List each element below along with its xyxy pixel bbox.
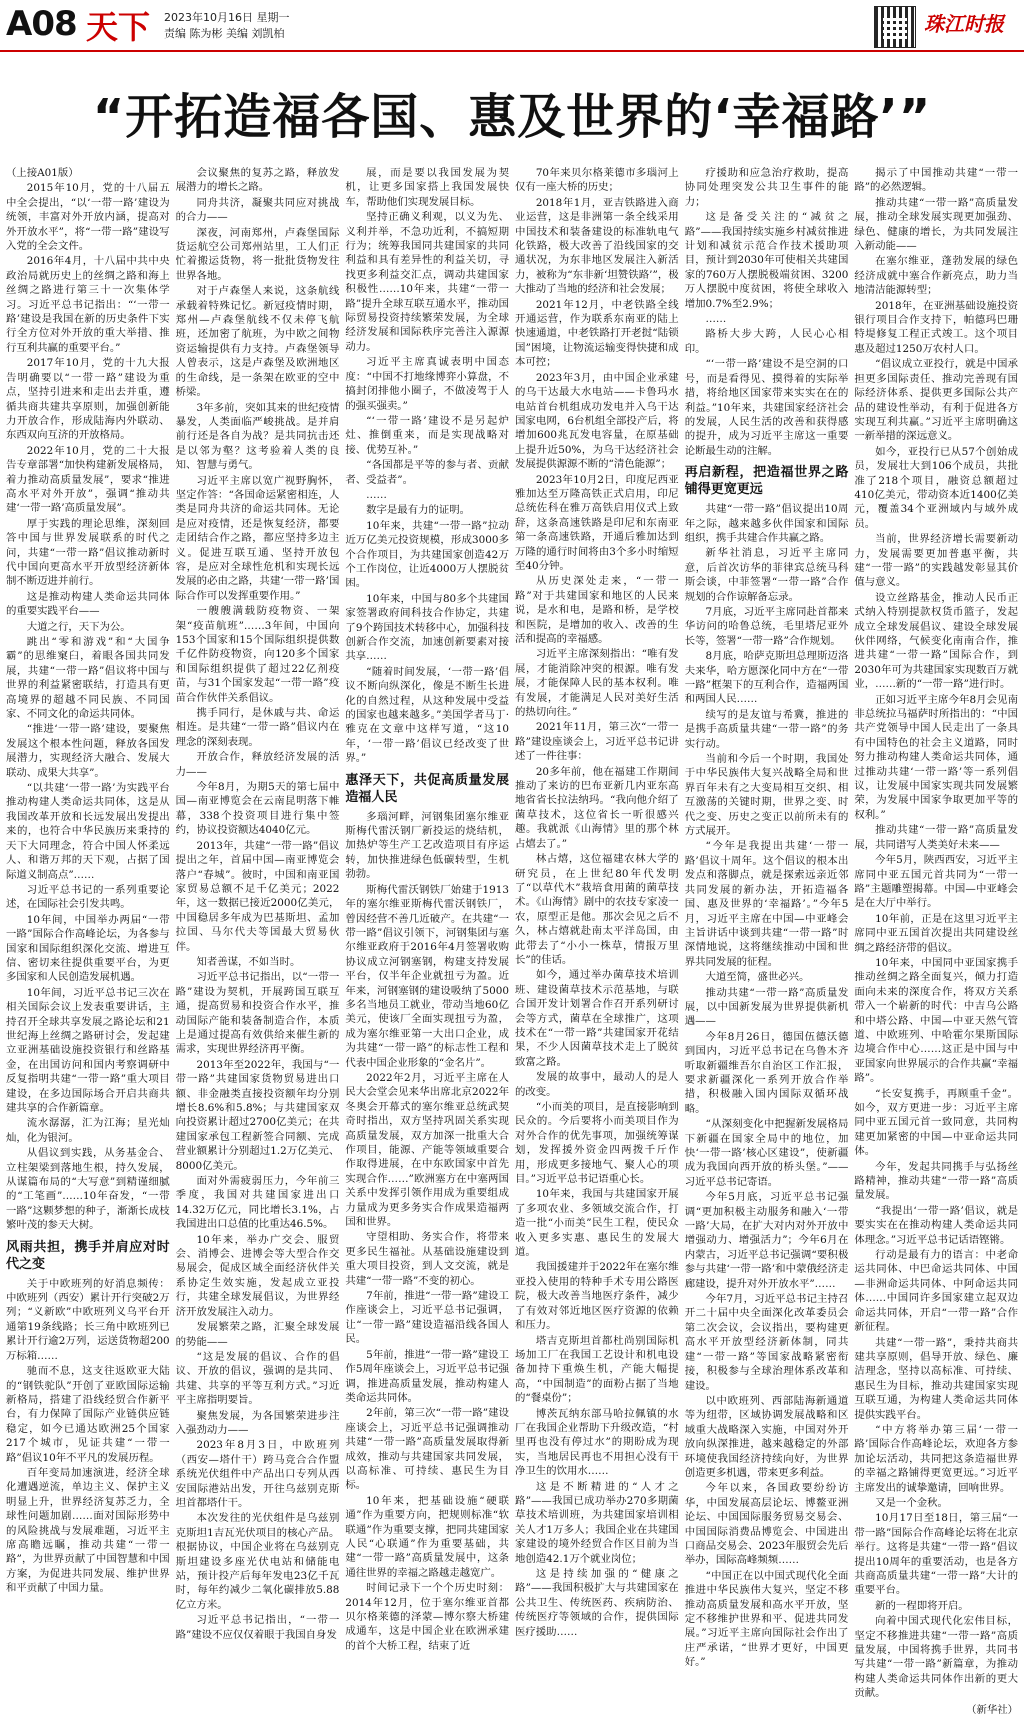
paragraph: 2023年3月，由中国企业承建的乌干达最大水电站——卡鲁玛水电站首台机组成功发电并入乌干达国家电网，6台机组全部投产后，将增加600兆瓦发电容量，在原基础上提升近50%，为乌干达经济社会发展提供源源不断的“清色能源”； xyxy=(515,371,679,471)
paragraph: 本次发往的光伏组件是乌兹别克斯坦1吉瓦光伏项目的核心产品。根据协议，中国企业将在乌兹别克斯坦建设多座光伏电站和储能电站，预计投产后每年发电23亿千瓦时，每年约减少二氧化碳排放5.88亿立方米。 xyxy=(175,1512,340,1611)
paragraph: “中国正在以中国式现代化全面推进中华民族伟大复兴，坚定不移推动高质量发展和高水平开放，坚定不移维护世界和平、促进共同发展。”习近平主席向国际社会作出了庄严承诺，“世界才更好，中国更好。” xyxy=(684,1569,849,1669)
paragraph: “今年是我提出共建‘一带一路’倡议十周年。这个倡议的根本出发点和落脚点，就是探索远亲近邻共同发展的新办法，开拓造福各国、惠及世界的‘幸福路’。”今年5月，习近平主席在中国—中亚峰会主旨讲话中谈到共建“一带一路”时深情地说，这将继续推动中国和世界共同发展的征程。 xyxy=(684,840,849,968)
subheading: 再启新程，把造福世界之路铺得更宽更远 xyxy=(684,465,849,498)
paragraph: 如今，亚投行已从57个创始成员，发展壮大到106个成员，共批准了218个项目，融资总额超过410亿美元，带动资本近1400亿美元，覆盖34个亚洲域内与域外成员。 xyxy=(854,445,1019,530)
paragraph: 守望相助、务实合作，将带来更多民生福祉。从基础设施建设到重大项目投资，到人文交流，就是共建“一带一路”不变的初心。 xyxy=(345,1231,510,1287)
paragraph: 10年来，共建“一带一路”拉动近万亿美元投资规模，形成3000多个合作项目，为共建国家创造42万个工作岗位，让近4000万人摆脱贫困。 xyxy=(345,519,510,590)
paragraph: 博茨瓦纳东部马哈拉佩镇的水厂在我国企业帮助下升级改造，“村里再也没有停过水”的期盼成为现实，当地居民再也不用担心没有干净卫生的饮用水…… xyxy=(515,1407,679,1478)
paragraph: 塔吉克斯坦首都杜尚别国际机场加工厂在我国工艺设计和机电设备加持下重焕生机，产能大幅提高，“中国制造”的面粉占据了当地的“餐桌份”； xyxy=(515,1334,679,1405)
article-column xyxy=(176,166,340,1674)
paragraph: 多瑙河畔，河钢集团塞尔维亚斯梅代雷沃钢厂新投运的烧结机，加热炉等生产工艺改造项目有序运转，加快推进绿色低碳转型，生机勃勃。 xyxy=(345,810,510,881)
paragraph: 我国援建并于2022年在塞尔维亚投入使用的特种手术专用公路医院，极大改善当地医疗条件，减少了有效对邻近地区医疗资源的依赖和压力。 xyxy=(515,1261,679,1332)
editor-credits: 责编 陈为彬 美编 刘凯柏 xyxy=(164,27,285,40)
paragraph: “中方将举办第三届‘一带一路’国际合作高峰论坛，欢迎各方参加论坛活动，共同把这条造福世界的幸福之路铺得更宽更远。”习近平主席发出的诚挚邀请，回响世界。 xyxy=(854,1423,1019,1494)
paragraph: 2023年10月2日，印度尼西亚雅加达至万隆高铁正式启用，印尼总统佐科在雅万高铁启用仪式上致辞，这条高速铁路是印尼和东南亚第一条高速铁路，开通后雅加达到万隆的通行时间将由3个多小时缩短至40分钟。 xyxy=(515,473,679,572)
paragraph: 这是备受关注的“减贫之路”——我国持续实施乡村减贫推进计划和减贫示范合作技术援助项目，预计到2030年可使相关共建国家的760万人摆脱极端贫困、3200万人摆脱中度贫困，将使全球收入增加0.7%至2.9%； xyxy=(684,211,849,310)
paragraph: 携手同行，是休戚与共、命运相连。是共建“一带一路”倡议内在理念的深刻表现。 xyxy=(175,707,340,748)
article-column xyxy=(685,166,849,1674)
paragraph: 流水潺潺，汇为江海；星光灿灿，化为银河。 xyxy=(6,1117,170,1144)
paragraph: 斯梅代雷沃钢铁厂始建于1913年的塞尔维亚斯梅代雷沃钢铁厂，曾因经营不善几近破产。在共建“一带一路”倡议引领下，河钢集团与塞尔维亚政府于2016年4月签署收购协议成立河钢塞钢，构建支持发展平台，仅半年企业就扭亏为盈。近年来，河钢塞钢的建设吸纳了5000多名当地员工就业，带动当地60亿美元，使该厂全面实现扭亏为盈，成为塞尔维亚第一大出口企业，成为共建“一带一路”的标志性工程和代表中国企业形象的“金名片”。 xyxy=(345,883,510,1069)
article-column xyxy=(515,166,679,1674)
article-body xyxy=(6,166,1019,1716)
paragraph: （上接A01版） xyxy=(6,167,79,179)
paragraph: 推动共建“一带一路”高质量发展，以中国新发展为世界提供新机遇—— xyxy=(684,986,849,1028)
paragraph: 今年5月，陕西西安，习近平主席同中亚五国元首共同为“一带一路”主题雕塑揭幕。中国—中亚峰会是在大厅中举行。 xyxy=(854,854,1019,910)
paragraph: 习近平主席以宽广视野胸怀，坚定作答：“各国命运紧密相连，人类是同舟共济的命运共同体。无论是应对疫情，还是恢复经济，都要走团结合作之路，都应坚持多边主义。促进互联互通、坚持开放包容，是应对全球性危机和实现长远发展的必由之路，共建‘一带一路’国际合作可以发挥重要作用。” xyxy=(175,474,340,602)
qr-code-icon xyxy=(874,6,916,48)
newspaper-logo: 珠江时报 xyxy=(924,12,1004,36)
paragraph: 厚于实践的理论思维，深刻回答中国与世界发展联系的时代之问，共建“一带一路”倡议推动新时代中国向更高水平开放型经济新体制不断迈进并前行。 xyxy=(6,517,170,588)
section-title: 天下 xyxy=(86,8,151,46)
paragraph: 今年7月，习近平总书记主持召开二十届中央全面深化改革委员会第二次会议，会议指出，要构建更高水平开放型经济新体制，同共建“一带一路”等国家战略紧密衔接，积极参与全球治理体系改革和建设。 xyxy=(684,1293,849,1392)
paragraph: 展，而是要以我国发展为契机，让更多国家搭上我国发展快车，帮助他们实现发展目标。 xyxy=(345,167,510,208)
paragraph: 聚焦发展，为各国繁荣进步注入强劲动力—— xyxy=(175,1409,340,1436)
source-credit: （新华社） xyxy=(966,1703,1019,1716)
paragraph: 10月17日至18日，第三届“一带一路”国际合作高峰论坛将在北京举行。这将是共建“一带一路”倡议提出10周年的重要活动，也是各方共商高质量共建“一带一路”大计的重要平台。 xyxy=(854,1512,1019,1597)
paragraph: “这是发展的倡议、合作的倡议、开放的倡议，强调的是共同、共建、共享的平等互利方式。”习近平主席指明要旨。 xyxy=(175,1350,340,1407)
paragraph: “随着时间发展，‘一带一路’倡议不断向纵深化，像是不断生长进化的自然过程，从这种发展中受益的国家也越来越多。”美国学者马丁·雅克在文章中这样写道，“这10年，‘一带一路’倡议已经改变了世界。” xyxy=(345,665,510,765)
paragraph: 7年前，推进“一带一路”建设工作座谈会上，习近平总书记强调，让“一带一路”建设造福沿线各国人民。 xyxy=(345,1290,510,1346)
paragraph: 这是推动构建人类命运共同体的重要实践平台—— xyxy=(6,590,170,618)
paragraph: “各国都是平等的参与者、贡献者、受益者”。 xyxy=(345,459,510,486)
paragraph: “‘一带一路’建设不是另起炉灶、推倒重来，而是实现战略对接、优势互补。” xyxy=(345,414,510,456)
paragraph: 同舟共济，凝聚共同应对挑战的合力—— xyxy=(175,196,340,224)
paragraph: 10年来，举办广交会、服贸会、消博会、进博会等大型合作交易展会，促成区域全面经济伙伴关系协定生效实施，发起成立亚投行，共建全球发展倡议，为世界经济开放发展注入动力。 xyxy=(175,1233,340,1318)
paragraph: 坚持正确义利观，以义为先、义利并举，不急功近利，不搞短期行为；统筹我国同共建国家的共同利益和具有差异性的利益关切，寻找更多利益交汇点，调动共建国家积极性……10年来，共建“一带一路”提升全球互联互通水平，推动国际贸易投资持续繁荣发展，为全球经济发展和国际秩序完善注入源源动力。 xyxy=(345,211,510,353)
paragraph: 会议聚焦的复苏之路，释放发展潜力的增长之路。 xyxy=(175,167,340,194)
paragraph: 2016年4月，十八届中共中央政治局就历史上的丝绸之路和海上丝绸之路进行第三十一次集体学习。习近平总书记指出：“‘一带一路’建设是我国在新的历史条件下实行全方位对外开放的重大举措、推行互利共赢的重要平台。” xyxy=(6,255,170,354)
paragraph: 百年变局加速演进，经济全球化遭遇逆流，单边主义、保护主义明显上升，世界经济复苏乏力，全球性问题加剧……面对国际形势中的风险挑战与发展难题，习近平主席高瞻远瞩，推动共建“一带一路”，为世界贡献了中国智慧和中国方案，为促进共同发展、维护世界和平贡献了中国力量。 xyxy=(6,1466,170,1595)
paragraph: 2023年8月3日，中欧班列（西安—塔什干）跨马竞合合作盟系统光伏组件中产品出口专列从西安国际港站出发，开往乌兹别克斯坦首都塔什干。 xyxy=(175,1439,340,1509)
paragraph: 70年来贝尔格莱德市多瑙河上仅有一座大桥的历史； xyxy=(515,167,679,194)
article-column xyxy=(854,166,1019,1716)
paragraph: 10年前，正是在这里习近平主席同中亚五国首次提出共同建设丝绸之路经济带的倡议。 xyxy=(854,912,1019,954)
paragraph: 今年8月26日，德国伍德沃德到国内，习近平总书记在乌鲁木齐听取新疆维吾尔自治区工作汇报，要求新疆深化一系列开放合作举措，积极融入国内国际双循环战略。 xyxy=(684,1030,849,1115)
paragraph: 新的一程即将开启。 xyxy=(875,1599,969,1612)
paragraph: 2013年至2022年，我国与“一带一路”共建国家货物贸易进出口额、非金融类直接投资额年均分别增长8.6%和5.8%；与共建国家双向投资累计超过2700亿美元；在共建国家承包工程新签合同额、完成营业额累计分别超过1.2万亿美元、8000亿美元。 xyxy=(175,1058,340,1172)
paragraph: 7月底，习近平主席同赴首都来华访问的哈鲁总统，毛里塔尼亚外长等，签署“一带一路”合作规划。 xyxy=(684,605,849,647)
paragraph: 10年来，中国与80多个共建国家签署政府间科技合作协定，共建了9个跨国技术转移中心，加强科技创新合作交流，加速创新要素对接共享…… xyxy=(345,592,510,663)
paragraph: 2年前，第三次“一带一路”建设座谈会上，习近平总书记强调推动共建“一带一路”高质量发展取得新成效，推动与共建国家共同发展，以高标准、可持续、惠民生为目标。 xyxy=(345,1407,510,1492)
paragraph: 跳出“零和游戏”和“大国争霸”的思维窠臼，着眼各国共同发展，共建“一带一路”倡议将中国与世界的利益紧密联结，打造具有更高境界的超越不同民族、不同国家、不同文化的命运共同体。 xyxy=(6,636,170,721)
paragraph: 10年来，我国与共建国家开展了多项农业、多领域交流合作，打造一批“小而美”民生工程，使民众收入更多实惠、惠民生的发展大道。 xyxy=(515,1188,679,1259)
paragraph: 发展繁荣之路，汇聚全球发展的势能—— xyxy=(175,1321,340,1348)
subheading: 风雨共担，携手并肩应对时代之变 xyxy=(6,1239,170,1272)
paragraph: 今年以来，各国政要纷纷访华，中国发展高层论坛、博鳌亚洲论坛、中国国际服务贸易交易会、中国国际消费品博览会、中国进出口商品交易会、2023年服贸会先后举办，国际高峰频频…… xyxy=(684,1482,849,1567)
paragraph: “我提出‘一带一路’倡议，就是要实实在在推动构建人类命运共同体理念。”习近平总书记话语铿锵。 xyxy=(854,1204,1019,1246)
paragraph: 习近平主席真诚表明中国态度：“中国不打地缘博弈小算盘，不搞封闭排他小圈子，不做凌驾于人的强买强卖。” xyxy=(345,356,510,412)
paragraph: 又是一个金秋。 xyxy=(875,1496,948,1509)
paragraph: 续写的是友谊与希冀，推进的是携手高质量共建“一带一路”的务实行动。 xyxy=(684,708,849,750)
paragraph: 大道至简，盛世必兴。 xyxy=(705,971,810,984)
paragraph: 当前和今后一个时期，我国处于中华民族伟大复兴战略全局和世界百年未有之大变局相互交织、相互激荡的关键时期，世界之变、时代之变、历史之变正以前所未有的方式展开。 xyxy=(684,753,849,838)
paragraph: 2018年1月，亚吉铁路进入商业运营，这是非洲第一条全线采用中国技术和装备建设的标准轨电气化铁路，极大改善了沿线国家的交通状况，为东非地区发展注入新活力，被称为“东非新‘坦赞铁路’”，极大推动了当地的经济和社会发展； xyxy=(515,196,679,296)
paragraph: “‘一带一路’建设不是空洞的口号，而是看得见、摸得着的实际举措，将给地区国家带来实实在在的利益。”10年来，共建国家经济社会的发展，人民生活的改善和获得感的提升，成为习近平主席这一重要论断最生动的注解。 xyxy=(684,358,849,457)
paragraph: 2021年11月，第三次“一带一路”建设座谈会上，习近平总书记讲述了一件往事： xyxy=(515,721,679,763)
header-divider xyxy=(0,50,1024,52)
paragraph: 新华社消息，习近平主席同意，后首次访华的菲律宾总统马科斯会谈，中菲签署“一带一路”合作规划的合作谅解备忘录。 xyxy=(684,547,849,603)
paragraph: 10年来，中国同中亚国家携手推动丝绸之路全面复兴，倾力打造面向未来的深度合作，将双方关系带入一个崭新的时代：中吉乌公路和中塔公路、中国—中亚天然气管道、中欧班列、中哈霍尔果斯国际边境合作中心……这正是中国与中亚国家向世界展示的合作共赢“幸福路”。 xyxy=(854,956,1019,1085)
paragraph: 一艘艘满载防疫物资、一架架“疫苗航班”……3年间，中国向153个国家和15个国际组织提供数千亿件防疫物资，向120多个国家和国际组织提供了超过22亿剂疫苗，与31个国家发起“一带一路”疫苗合作伙伴关系倡议。 xyxy=(175,605,340,704)
paragraph: 2017年10月，党的十九大报告明确要以“一带一路”建设为重点，坚持引进来和走出去并重，遵循共商共建共享原则，加强创新能力开放合作，形成陆海内外联动、东西双向互济的开放格局。 xyxy=(6,357,170,442)
headline: “开拓造福各国、惠及世界的‘幸福路’” xyxy=(92,89,932,145)
paragraph: 2021年12月，中老铁路全线开通运营，作为联系东南亚的陆上快速通道，中老铁路打开老挝“陆锁国”困境，让物流运输变得快捷和成本可控； xyxy=(515,298,679,369)
paragraph: 2013年，共建“一带一路”倡议提出之年，首届中国—南亚博览会落户“春城”。彼时，中国和南亚国家贸易总额不足千亿美元；2022年，这一数据已接近2000亿美元，中国稳居多年成为巴基斯坦、孟加拉国、马尔代夫等国最大贸易伙伴。 xyxy=(175,839,340,953)
paragraph: 对于卢森堡人来说，这条航线承载着特殊记忆。新冠疫情时期，郑州—卢森堡航线不仅未停飞航班，还加密了航班，为中欧之间物资运输提供有力支持。卢森堡领导人曾表示，这是卢森堡及欧洲地区的生命线，是一条架在欧亚的空中桥梁。 xyxy=(175,285,340,399)
paragraph: 这是持续加强的“健康之路”——我国积极扩大与共建国家在公共卫生、传统医药、疾病防治、传统医疗等领域的合作，提供国际医疗援助…… xyxy=(515,1568,679,1638)
paragraph: “从深刻变化中把握新发展格局下新疆在国家全局中的地位，加快‘一带一路’核心区建设”，使新疆成为我国向西开放的桥头堡。”——习近平总书记寄语。 xyxy=(684,1118,849,1188)
paragraph: 习近平总书记的一系列重要论述，在国际社会引发共鸣。 xyxy=(6,883,170,911)
paragraph: 习近平总书记指出，“一带一路”建设不应仅仅着眼于我国自身发 xyxy=(175,1614,340,1641)
paragraph: 这是不断精进的“人才之路”——我国已成功举办270多期菌草技术培训班，为共建国家培训相关人才1万多人；我国企业在共建国家建设的境外经贸合作区目前为当地创造42.1万个就业岗位； xyxy=(515,1480,679,1565)
paragraph: 数字是最有力的证明。 xyxy=(366,504,471,517)
paragraph: 20多年前，他在福建工作期间推动了来访的巴布亚新几内亚东高地省省长拉法纳玛。“我向他介绍了菌草技术，这位省长一听很感兴趣。我就派《山海情》里的那个林占熺去了。” xyxy=(515,765,679,850)
paragraph: “倡议成立亚投行，就是中国承担更多国际责任、推动完善现有国际经济体系、提供更多国际公共产品的建设性举动，有利于促进各方实现互利共赢。”习近平主席明确这一新举措的深远意义。 xyxy=(854,358,1019,443)
paragraph: “以共建‘一带一路’为实践平台推动构建人类命运共同体，这是从我国改革开放和长远发展出发提出来的，也符合中华民族历来秉持的天下大同理念，符合中国人怀柔远人、和谐万邦的天下观，占据了国际道义制高点”…… xyxy=(6,782,170,881)
paragraph: 疗援助和应急治疗救助，提高协同处理突发公共卫生事件的能力； xyxy=(684,167,849,208)
paragraph: 共建“一带一路”，秉持共商共建共享原则，倡导开放、绿色、廉洁理念，坚持以高标准、可持续、惠民生为目标，推动共建国家实现互联互通，为构建人类命运共同体提供实践平台。 xyxy=(854,1336,1019,1421)
paragraph: 今年8月，为期5天的第七届中国—南亚博览会在云南昆明落下帷幕，338个投资项目进行集中签约，协议投资额达4040亿元。 xyxy=(175,781,340,837)
paragraph: 如今，通过举办菌草技术培训班、建设菌草技术示范基地，与联合国开发计划署合作召开系列研讨会等方式，菌草在全球推广，这项技术在“一带一路”共建国家开花结果，不少人因菌草技术走上了脱贫致富之路。 xyxy=(515,969,679,1068)
paragraph: 知者善谋，不如当时。 xyxy=(196,955,301,968)
paragraph: 2022年10月，党的二十大报告专章部署“加快构建新发展格局，着力推动高质量发展”，要求“推进高水平对外开放”，强调“推动共建‘一带一路’高质量发展”。 xyxy=(6,444,170,515)
paragraph: 关于中欧班列的好消息频传：中欧班列（西安）累计开行突破2万列；“义新欧”中欧班列义乌平台开通第19条线路；长三角中欧班列已累计开行逾2万列，运送货物超200万标箱…… xyxy=(6,1277,170,1362)
paragraph: 推动共建“一带一路”高质量发展，共同谱写人类美好未来—— xyxy=(854,824,1019,851)
paragraph: 大道之行，天下为公。 xyxy=(26,620,131,633)
paragraph: 从倡议到实践，从务基金合、立柱架梁到落地生根，持久发展，从谋篇布局的“大写意”到精谨细腻的“工笔画”……10年奋发，“一带一路”这颗梦想的种子，渐渐长成枝繁叶茂的参天大树。 xyxy=(6,1147,170,1232)
subheading: 惠泽天下，共促高质量发展造福人民 xyxy=(345,772,510,805)
paragraph: 2018年，在亚洲基础设施投资银行项目合作支持下，帕德玛巴珊特堤修复工程正式竣工。这个项目惠及超过1250万农村人口。 xyxy=(854,299,1019,355)
paragraph: 2015年10月，党的十八届五中全会提出，“以‘一带一路’建设为统领，丰富对外开放内涵，提高对外开放水平”，将“一带一路”建设写入党的全会文件。 xyxy=(6,182,170,253)
paragraph: 揭示了中国推动共建“一带一路”的必然逻辑。 xyxy=(854,167,1019,194)
paragraph: 林占熺，这位福建农林大学的研究员，在上世纪80年代发明了“以草代木”栽培食用菌的菌草技术。《山海情》剧中的农技专家凌一农，原型正是他。那次会见之后不久，林占熺就赴南太平洋岛国，由此带去了“小小一株草，情报万里长”的佳话。 xyxy=(515,853,679,966)
paragraph: 共建“一带一路”倡议提出10周年之际，越来越多伙伴国家和国际组织，携手共建合作共赢之路。 xyxy=(684,503,849,544)
paragraph: “长安复携手，再顾重千金”。如今，双方更进一步：习近平主席同中亚五国元首一致同意，共同构建更加紧密的中国—中亚命运共同体。 xyxy=(854,1087,1019,1158)
paragraph: “推进‘一带一路’建设，要聚焦发展这个根本性问题，释放各国发展潜力，实现经济大融合、发展大联动、成果大共享”。 xyxy=(6,723,170,779)
paragraph: …… xyxy=(705,313,727,326)
paragraph: 当前，世界经济增长需要新动力，发展需要更加普惠平衡，共建“一带一路”的实践越发彰显其价值与意义。 xyxy=(854,533,1019,589)
header-info xyxy=(164,10,290,42)
paragraph: 面对外需疲弱压力，今年前三季度，我国对共建国家进出口14.32万亿元，同比增长3.1%，占我国进出口总值的比重达46.5%。 xyxy=(175,1175,340,1231)
paragraph: 8月底，哈萨克斯坦总理斯迈洛夫来华，哈方愿深化同中方在“一带一路”框架下的互利合作，造福两国和两国人民…… xyxy=(684,650,849,706)
paragraph: 5年前，推进“一带一路”建设工作5周年座谈会上，习近平总书记强调，推进高质量发展，推动构建人类命运共同体。 xyxy=(345,1348,510,1404)
page-header xyxy=(0,0,1024,52)
paragraph: 正如习近平主席今年8月会见南非总统拉马福萨时所指出的：“中国共产党领导中国人民走出了一条具有中国特色的社会主义道路，同时努力推动构建人类命运共同体，通过推动共建‘一带一路’等一系列倡议，让发展中国家实现共同发展繁荣，为发展中国家争取更加平等的权利。” xyxy=(854,693,1019,821)
paragraph: 2022年2月，习近平主席在人民大会堂会见来华出席北京2022年冬奥会开幕式的塞尔维亚总统武契奇时指出，双方坚持巩固关系实现高质量发展，双方加深一批重大合作项目，能源、产能等领域重要合作取得进展，在中东欧国家中首先实现合作……”欧洲塞方在中塞两国关系中发挥引领作用成为重要组成力量成为更多务实合作成果造福两国和世界。 xyxy=(345,1071,510,1229)
paragraph: 以中欧班列、西部陆海新通道等为纽带，区域协调发展战略和区域重大战略深入实施，中国对外开放向纵深推进，越来越稳定的外部环境使我国经济持续向好，为世界创造更多机遇，带来更多利益。 xyxy=(684,1394,849,1479)
paragraph: “小而美的项目，是直接影响到民众的。今后要将小而美项目作为对外合作的优先事项，加强统筹谋划，发挥援外资金四两拨千斤作用，形成更多接地气、聚人心的项目。”习近平总书记语重心长。 xyxy=(515,1101,679,1186)
paragraph: 驰而不息，这支往返欧亚大陆的“钢铁驼队”开创了亚欧国际运输新格局，搭建了沿线经贸合作新平台，有力保障了国际产业链供应链稳定，如今已通达欧洲25个国家217个城市，见证共建“一带一路”倡议10年不平凡的发展历程。 xyxy=(6,1365,170,1464)
paragraph: …… xyxy=(366,488,387,501)
paragraph: 今年5月底，习近平总书记强调“更加积极主动服务和融入‘一带一路’大局，在扩大对内对外开放中增强动力、增强活力”；今年6月在内蒙古，习近平总书记强调“要积极参与共建‘一带一路’和中蒙俄经济走廊建设，提升对外开放水平”…… xyxy=(684,1191,849,1290)
paragraph: 习近平主席深刻指出：“唯有发展，才能消除冲突的根源。唯有发展，才能保障人民的基本权利。唯有发展，才能满足人民对美好生活的热切向往。” xyxy=(515,648,679,719)
paragraph: 开放合作，释放经济发展的活力—— xyxy=(175,751,340,778)
paragraph: 向着中国式现代化宏伟目标，坚定不移推进共建“一带一路”高质量发展，中国将携手世界，共同书写共建“一带一路”新篇章，为推动构建人类命运共同体作出新的更大贡献。 xyxy=(854,1615,1019,1700)
paragraph: 设立丝路基金，推动人民币正式纳入特别提款权货币篮子，发起成立全球发展倡议、建设全球发展伙伴网络，气候变化南南合作，推进共建“一带一路”国际合作，到2030年可为共建国家实现数百万就业，……新的“一带一路”进行时。 xyxy=(854,591,1019,691)
page-number: A08 xyxy=(6,4,77,44)
article-column xyxy=(345,166,509,1674)
paragraph: 习近平总书记指出，以“一带一路”建设为契机，开展跨国互联互通，提高贸易和投资合作水平，推动国际产能和装备制造合作，本质上是通过提高有效供给来催生新的需求，实现世界经济再平衡。 xyxy=(175,971,340,1056)
issue-date: 2023年10月16日 星期一 xyxy=(164,11,290,24)
paragraph: 时间记录下一个个历史时刻：2014年12月，位于塞尔维亚首都贝尔格莱德的泽蒙—博尔察大桥建成通车，这是中国企业在欧洲承建的首个大桥工程，结束了近 xyxy=(345,1582,510,1652)
paragraph: 3年多前，突如其来的世纪疫情暴发，人类面临严峻挑战。是并肩前行还是各自为战？是共同抗击还是以邻为壑？这考验着人类的良知、智慧与勇气。 xyxy=(175,401,340,472)
paragraph: 深夜，河南郑州，卢森堡国际货运航空公司郑州站里，工人们正忙着搬运货物，将一批批货物发往世界各地。 xyxy=(175,226,340,282)
article-column xyxy=(6,166,170,1674)
paragraph: 发展的故事中，最动人的是人的改变。 xyxy=(515,1071,679,1098)
paragraph: 10年间，习近平总书记三次在相关国际会议上发表重要讲话，主持召开全球共享发展之路论坛和21世纪海上丝绸之路研讨会，发起建立亚洲基础设施投资银行和丝路基金，在出国访问和国内考察调研中反复指明共建“一带一路”重大项目建设，在多边国际场合开启共商共建共享的合作新篇章。 xyxy=(6,986,170,1114)
paragraph: 路桥大步大跨，人民心心相印。 xyxy=(684,328,849,355)
paragraph: 10年来，把基础设施“硬联通”作为重要方向，把规则标准“软联通”作为重要支撑，把同共建国家人民“心联通”作为重要基础，共建“一带一路”高质量发展中，这条通往世界的幸福之路越走越宽广。 xyxy=(345,1494,510,1579)
paragraph: 今年，发起共同携手与弘扬丝路精神，推动共建“一带一路”高质量发展。 xyxy=(854,1160,1019,1202)
paragraph: 在塞尔维亚，蓬勃发展的绿色经济成就中塞合作新亮点，助力当地清洁能源转型； xyxy=(854,255,1019,297)
paragraph: 行动是最有力的语言：中老命运共同体、中巴命运共同体、中国—非洲命运共同体、中阿命运共同体……中国同许多国家建立起双边命运共同体，开启“一带一路”合作新征程。 xyxy=(854,1249,1019,1334)
paragraph: 从历史深处走来，“一带一路”对于共建国家和地区的人民来说，是水和电，是路和桥，是学校和医院，是增加的收入、改善的生活和提高的幸福感。 xyxy=(515,575,679,645)
paragraph: 推动共建“一带一路”高质量发展，推动全球发展实现更加强劲、绿色、健康的增长，为共同发展注入新动能—— xyxy=(854,196,1019,253)
paragraph: 10年间，中国举办两届“一带一路”国际合作高峰论坛，为各参与国家和国际组织深化交流、增进互信、密切来往提供重要平台，为更多国家和人民创造发展机遇。 xyxy=(6,913,170,984)
